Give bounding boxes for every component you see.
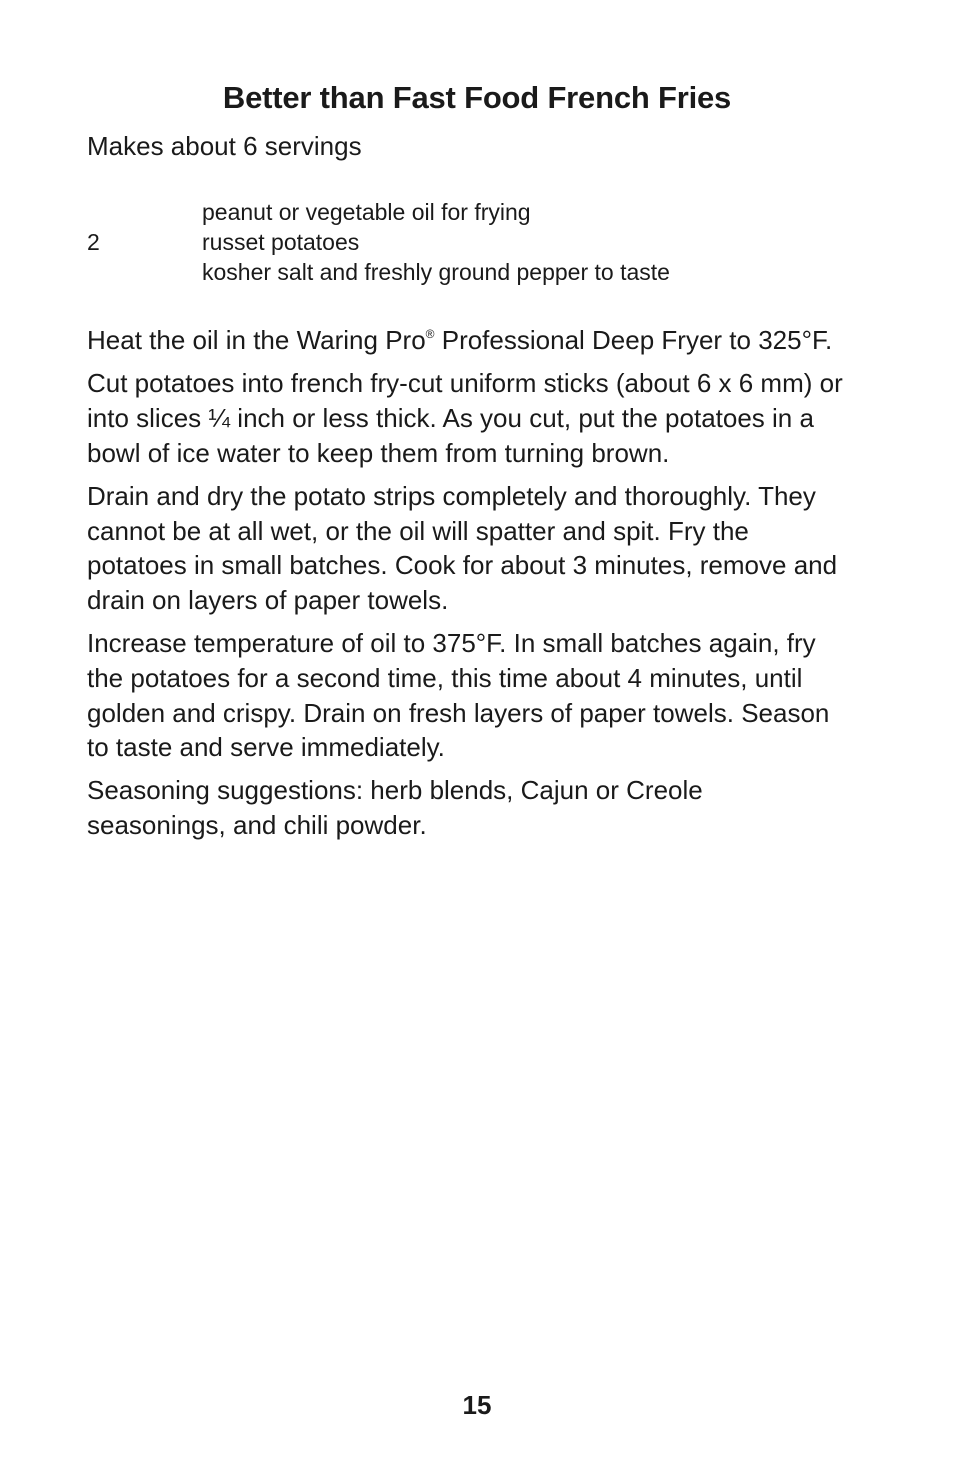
instruction-step: Drain and dry the potato strips completely and thoroughly. They cannot be at all wet, or the oil will spatter and spit. Fry the potatoes in small batches. Cook for about 3 minutes, remove and drain on layers of paper towels. (87, 480, 838, 615)
ingredient-quantity (87, 257, 202, 287)
servings-text: Makes about 6 servings (87, 131, 362, 161)
ingredient-quantity (87, 197, 202, 227)
recipe-title: Better than Fast Food French Fries (222, 80, 732, 115)
page-number: 15 (462, 1390, 492, 1420)
instruction-step: Increase temperature of oil to 375°F. In small batches again, fry the potatoes for a second time, this time about 4 minutes, until golden and crispy. Drain on fresh layers of paper towels. Season to taste and serve immediately. (87, 628, 830, 763)
ingredient-name: peanut or vegetable oil for frying (202, 199, 531, 225)
step-text: Professional Deep Fryer to 325°F. (434, 325, 833, 355)
instruction-step (87, 323, 847, 358)
ingredient-quantity: 2 (87, 229, 100, 255)
ingredient-row (87, 197, 867, 227)
ingredient-name: kosher salt and freshly ground pepper to taste (202, 259, 670, 285)
ingredient-name: russet potatoes (202, 229, 360, 255)
instruction-step: Cut potatoes into french fry-cut uniform sticks (about 6 x 6 mm) or into slices ¼ inch or less thick. As you cut, put the potatoes in a bowl of ice water to keep them from turning brown. (87, 368, 843, 468)
ingredient-row (87, 257, 867, 287)
ingredient-list (87, 197, 867, 287)
instruction-step: Seasoning suggestions: herb blends, Cajun or Creole seasonings, and chili powder. (87, 775, 703, 841)
instructions (87, 323, 847, 851)
ingredient-row (87, 227, 867, 257)
registered-mark: ® (425, 327, 435, 341)
step-text: Heat the oil in the Waring Pro (87, 325, 426, 355)
